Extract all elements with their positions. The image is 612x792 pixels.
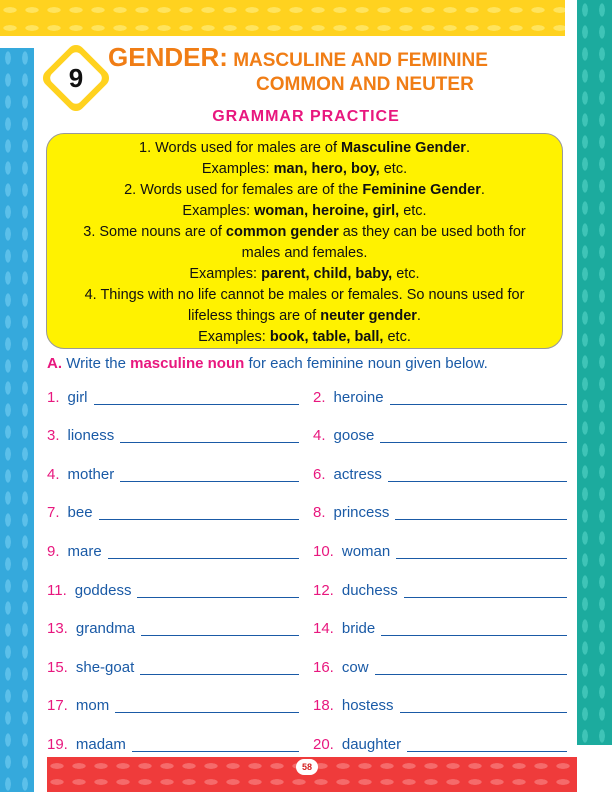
page-number: 58 (296, 759, 318, 775)
section-heading: GRAMMAR PRACTICE (212, 108, 400, 125)
item-word: bride (341, 620, 376, 638)
answer-blank-line[interactable] (395, 519, 567, 520)
rule-bold-text: man, hero, boy, (273, 161, 380, 177)
item-word: mare (67, 542, 102, 560)
item-word: grandma (75, 620, 136, 638)
chapter-title (108, 42, 568, 96)
rule-line (47, 159, 562, 180)
rule-bold-text: Feminine Gender (362, 182, 481, 198)
rule-line (47, 264, 562, 285)
item-word: daughter (341, 735, 402, 753)
rule-line (47, 243, 562, 264)
exercise-item (313, 650, 567, 689)
exercise-item (47, 457, 313, 496)
instruction-text-after: for each feminine noun given below. (244, 355, 488, 372)
rule-text: 1. Words used for males are of (139, 140, 342, 156)
rule-text: Examples: (198, 329, 270, 345)
answer-blank-line[interactable] (380, 442, 567, 443)
rule-line (47, 306, 562, 327)
rule-bold-text: book, table, ball, (269, 329, 384, 345)
rule-bold-text: Masculine Gender (341, 140, 466, 156)
rule-text: males and females. (241, 245, 368, 261)
answer-blank-line[interactable] (396, 558, 567, 559)
exercise-item (47, 612, 313, 651)
rule-line (47, 201, 562, 222)
exercise-item (47, 727, 313, 766)
rule-line (47, 222, 562, 243)
exercise-item (313, 496, 567, 535)
exercise-item (47, 496, 313, 535)
answer-blank-line[interactable] (99, 519, 299, 520)
answer-blank-line[interactable] (407, 751, 567, 752)
item-number: 7. (47, 504, 60, 522)
item-number: 8. (313, 504, 326, 522)
rule-text: etc. (383, 329, 411, 345)
rule-text: . (416, 308, 421, 324)
exercise-item (47, 380, 313, 419)
item-word: bee (67, 504, 93, 522)
left-border-band (0, 48, 34, 792)
exercise-item (313, 573, 567, 612)
answer-blank-line[interactable] (108, 558, 299, 559)
title-prefix: GENDER: (108, 42, 228, 72)
title-line2: COMMON AND NEUTER (256, 74, 474, 95)
item-number: 13. (47, 620, 68, 638)
answer-blank-line[interactable] (120, 442, 299, 443)
item-word: actress (333, 465, 382, 483)
rule-bold-text: parent, child, baby, (261, 266, 393, 282)
item-word: mom (75, 697, 110, 715)
exercise-item (47, 419, 313, 458)
item-number: 10. (313, 542, 334, 560)
rule-text: Examples: (182, 203, 255, 219)
item-number: 4. (47, 465, 60, 483)
instruction-text-before: Write the (66, 355, 131, 372)
answer-blank-line[interactable] (137, 597, 299, 598)
rules-box (46, 133, 563, 349)
exercise-item (47, 573, 313, 612)
item-word: she-goat (75, 658, 135, 676)
answer-blank-line[interactable] (388, 481, 567, 482)
item-number: 20. (313, 735, 334, 753)
rule-bold-text: neuter gender (320, 308, 417, 324)
item-number: 15. (47, 658, 68, 676)
exercise-item (313, 457, 567, 496)
item-number: 18. (313, 697, 334, 715)
item-word: cow (341, 658, 369, 676)
exercise-item (313, 380, 567, 419)
item-number: 1. (47, 388, 60, 406)
rule-text: etc. (392, 266, 420, 282)
rule-text: Examples: (201, 161, 274, 177)
item-number: 4. (313, 427, 326, 445)
item-number: 14. (313, 620, 334, 638)
exercise-item (313, 419, 567, 458)
exercise-item (313, 612, 567, 651)
rule-text: 3. Some nouns are of (83, 224, 226, 240)
item-word: hostess (341, 697, 394, 715)
rule-line (47, 180, 562, 201)
answer-blank-line[interactable] (94, 404, 299, 405)
item-word: mother (67, 465, 115, 483)
answer-blank-line[interactable] (115, 712, 299, 713)
chapter-number: 9 (68, 63, 84, 93)
answer-blank-line[interactable] (141, 635, 299, 636)
rule-bold-text: woman, heroine, girl, (254, 203, 400, 219)
exercise-item (313, 534, 567, 573)
rule-line (47, 285, 562, 306)
item-number: 2. (313, 388, 326, 406)
title-line1: MASCULINE AND FEMININE (233, 50, 488, 71)
item-word: girl (67, 388, 88, 406)
exercise-list (47, 380, 567, 766)
exercise-item (313, 689, 567, 728)
item-word: duchess (341, 581, 398, 599)
item-word: goddess (74, 581, 132, 599)
rule-text: . (465, 140, 470, 156)
exercise-item (47, 650, 313, 689)
rule-text: etc. (379, 161, 408, 177)
rule-line (47, 138, 562, 159)
top-border-band (0, 0, 565, 36)
answer-blank-line[interactable] (132, 751, 299, 752)
exercise-item (47, 534, 313, 573)
answer-blank-line[interactable] (120, 481, 299, 482)
rule-text: 4. Things with no life cannot be males or females. So nouns used for (84, 287, 525, 303)
answer-blank-line[interactable] (375, 674, 567, 675)
item-word: goose (333, 427, 375, 445)
rule-line (47, 327, 562, 348)
rule-text: . (480, 182, 485, 198)
answer-blank-line[interactable] (140, 674, 299, 675)
item-number: 17. (47, 697, 68, 715)
item-word: princess (333, 504, 390, 522)
rule-bold-text: common gender (225, 224, 339, 240)
rule-text: lifeless things are of (188, 308, 321, 324)
item-number: 11. (47, 581, 67, 599)
exercise-item (47, 689, 313, 728)
item-word: woman (341, 542, 391, 560)
answer-blank-line[interactable] (400, 712, 567, 713)
item-number: 9. (47, 542, 60, 560)
item-word: madam (75, 735, 126, 753)
answer-blank-line[interactable] (381, 635, 567, 636)
exercise-item (313, 727, 567, 766)
item-word: lioness (67, 427, 115, 445)
item-number: 12. (313, 581, 334, 599)
exercise-letter: A (47, 355, 58, 372)
rule-text: etc. (399, 203, 427, 219)
item-number: 3. (47, 427, 60, 445)
answer-blank-line[interactable] (404, 597, 567, 598)
item-number: 6. (313, 465, 326, 483)
exercise-instruction: A. Write the masculine noun for each feminine noun given below. (47, 355, 488, 372)
rule-text: Examples: (189, 266, 262, 282)
answer-blank-line[interactable] (390, 404, 567, 405)
item-number: 19. (47, 735, 68, 753)
instruction-highlight: masculine noun (130, 355, 245, 372)
item-number: 16. (313, 658, 334, 676)
rule-text: 2. Words used for females are of the (124, 182, 363, 198)
item-word: heroine (333, 388, 384, 406)
rule-text: as they can be used both for (338, 224, 526, 240)
